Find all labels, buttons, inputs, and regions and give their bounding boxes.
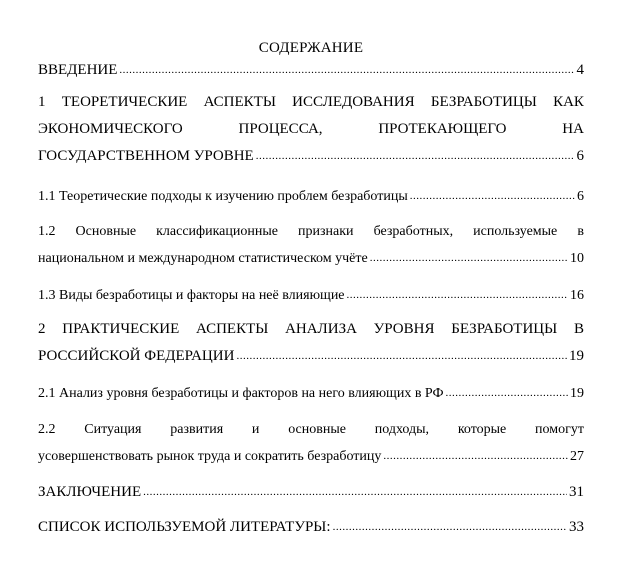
toc-word: ПРОЦЕССА,: [238, 121, 323, 137]
toc-word: в: [577, 224, 584, 239]
toc-entry-text: РОССИЙСКОЙ ФЕДЕРАЦИИ: [38, 348, 235, 364]
toc-page-number: 31: [569, 484, 584, 500]
toc-word: ПРАКТИЧЕСКИЕ: [62, 321, 180, 337]
toc-entry-line: [38, 514, 584, 542]
dot-leader: [446, 380, 568, 407]
toc-entry-line: [38, 343, 584, 371]
dot-leader: [333, 514, 567, 541]
toc-entry: [38, 514, 584, 542]
toc-page-number: 27: [570, 449, 584, 464]
toc-entry: [38, 416, 584, 471]
toc-entry: [38, 218, 584, 273]
toc-entry-text: ЗАКЛЮЧЕНИЕ: [38, 484, 142, 500]
toc-word: используемые: [473, 224, 558, 239]
toc-page-number: 10: [570, 251, 584, 266]
toc-word: НА: [562, 121, 584, 137]
toc-page-number: 19: [570, 386, 584, 401]
toc-word: классификационные: [156, 224, 278, 239]
toc-entry-line: [38, 316, 584, 343]
toc-entry-line: [38, 380, 584, 408]
toc-entry-text: ВВЕДЕНИЕ: [38, 62, 118, 78]
dot-leader: [256, 143, 575, 170]
dot-leader: [370, 245, 568, 272]
dot-leader: [119, 57, 574, 84]
toc-entry-line: [38, 89, 584, 116]
toc-word: ПРОТЕКАЮЩЕГО: [378, 121, 507, 137]
dot-leader: [143, 479, 567, 506]
toc-entry-line: [38, 416, 584, 443]
toc-entry-line: [38, 143, 584, 171]
toc-word: АСПЕКТЫ: [203, 94, 276, 110]
toc-entry-text: 1.3 Виды безработицы и факторы на неё влияющие: [38, 288, 345, 303]
toc-word: и: [251, 422, 260, 437]
toc-page-number: 6: [577, 189, 584, 204]
toc-page-number: 33: [569, 519, 584, 535]
toc-entry-text: СПИСОК ИСПОЛЬЗУЕМОЙ ЛИТЕРАТУРЫ:: [38, 519, 331, 535]
toc-entry-line: [38, 183, 584, 211]
dot-leader: [383, 443, 568, 470]
toc-word: развития: [170, 422, 224, 437]
toc-word: признаки: [298, 224, 354, 239]
dot-leader: [410, 183, 575, 210]
toc-entry-text: усовершенствовать рынок труда и сократить безработицу: [38, 449, 382, 464]
dot-leader: [236, 343, 567, 370]
toc-page-number: 6: [576, 148, 584, 164]
toc-word: АНАЛИЗА: [285, 321, 357, 337]
toc-entry: [38, 380, 584, 408]
toc-entry: [38, 57, 584, 85]
toc-entry: [38, 282, 584, 310]
toc-entry: [38, 316, 584, 371]
toc-word: БЕЗРАБОТИЦЫ: [451, 321, 558, 337]
toc-entry-line: [38, 116, 584, 143]
toc-word: 2.2: [38, 422, 56, 437]
toc-entry-line: [38, 245, 584, 273]
toc-word: Ситуация: [84, 422, 142, 437]
toc-word: подходы,: [374, 422, 430, 437]
toc-word: УРОВНЯ: [373, 321, 435, 337]
toc-word: 2: [38, 321, 46, 337]
toc-entry-line: [38, 282, 584, 310]
toc-word: АСПЕКТЫ: [195, 321, 269, 337]
toc-entry-line: [38, 218, 584, 245]
toc-word: КАК: [553, 94, 584, 110]
toc-entry-text: национальном и международном статистическом учёте: [38, 251, 368, 266]
toc-word: В: [573, 321, 584, 337]
dot-leader: [347, 282, 568, 309]
toc-word: основные: [288, 422, 346, 437]
toc-title: СОДЕРЖАНИЕ: [258, 40, 364, 56]
toc-entry: [38, 89, 584, 171]
toc-word: 1: [38, 94, 46, 110]
toc-entry-line: [38, 57, 584, 85]
toc-word: которые: [457, 422, 507, 437]
toc-page-number: 16: [570, 288, 584, 303]
toc-word: помогут: [535, 422, 584, 437]
toc-word: БЕЗРАБОТИЦЫ: [430, 94, 537, 110]
toc-entry-text: 2.1 Анализ уровня безработицы и факторов на него влияющих в РФ: [38, 386, 444, 401]
toc-entry-text: 1.1 Теоретические подходы к изучению проблем безработицы: [38, 189, 408, 204]
toc-page-number: 19: [569, 348, 584, 364]
toc-word: 1.2: [38, 224, 56, 239]
toc-word: Основные: [75, 224, 137, 239]
toc-entry-line: [38, 479, 584, 507]
toc-word: безработных,: [373, 224, 454, 239]
toc-page-number: 4: [576, 62, 584, 78]
toc-entry-line: [38, 443, 584, 471]
toc-word: ТЕОРЕТИЧЕСКИЕ: [61, 94, 188, 110]
toc-entry: [38, 183, 584, 211]
toc-entry-text: ГОСУДАРСТВЕННОМ УРОВНЕ: [38, 148, 254, 164]
toc-entry: [38, 479, 584, 507]
toc-word: ИССЛЕДОВАНИЯ: [292, 94, 415, 110]
toc-word: ЭКОНОМИЧЕСКОГО: [38, 121, 183, 137]
